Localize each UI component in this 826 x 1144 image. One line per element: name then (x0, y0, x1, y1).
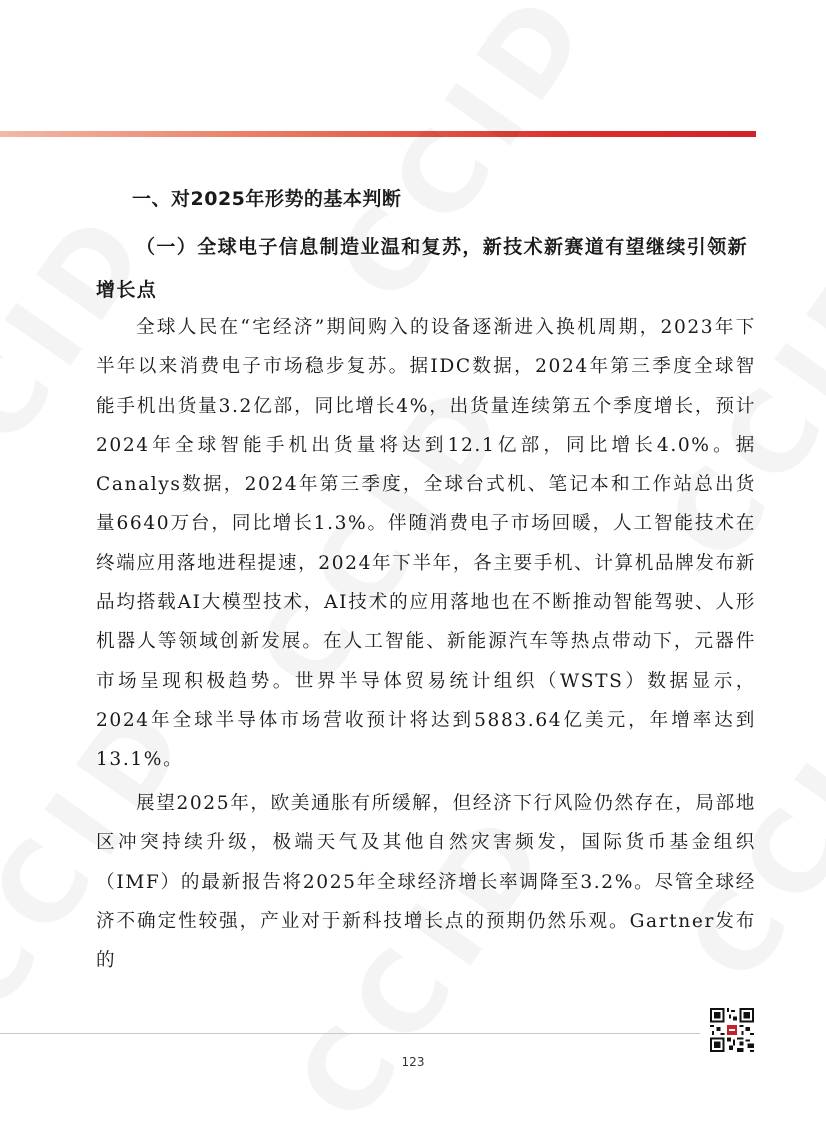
body-paragraph-1: 全球人民在“宅经济”期间购入的设备逐渐进入换机周期，2023年下半年以来消费电子市场稳步复苏。据IDC数据，2024年第三季度全球智能手机出货量3.2亿部，同比增长4%，出货量连续第五个季度增长，预计2024年全球智能手机出货量将达到12.1亿部，同比增长4.0%。据Canalys数据，2024年第三季度，全球台式机、笔记本和工作站总出货量6640万台，同比增长1.3%。伴随消费电子市场回暖，人工智能技术在终端应用落地进程提速，2024年下半年，各主要手机、计算机品牌发布新品均搭载AI大模型技术，AI技术的应用落地也在不断推动智能驾驶、人形机器人等领域创新发展。在人工智能、新能源汽车等热点带动下，元器件市场呈现积极趋势。世界半导体贸易统计组织（WSTS）数据显示，2024年全球半导体市场营收预计将达到5883.64亿美元，年增率达到13.1%。 (96, 317, 756, 771)
body-paragraph-2: 展望2025年，欧美通胀有所缓解，但经济下行风险仍然存在，局部地区冲突持续升级，极端天气及其他自然灾害频发，国际货币基金组织（IMF）的最新报告将2025年全球经济增长率调降至3.2%。尽管全球经济不确定性较强，产业对于新科技增长点的预期仍然乐观。Gartner发布的 (96, 793, 756, 972)
header-accent-rule (0, 131, 756, 137)
subsection-heading: （一）全球电子信息制造业温和复苏，新技术新赛道有望继续引领新增长点 (96, 236, 749, 301)
page-number: 123 (401, 1055, 425, 1069)
qr-code-icon (710, 1008, 754, 1052)
section-heading: 一、对2025年形势的基本判断 (132, 188, 402, 210)
footer-rule (0, 1033, 700, 1034)
